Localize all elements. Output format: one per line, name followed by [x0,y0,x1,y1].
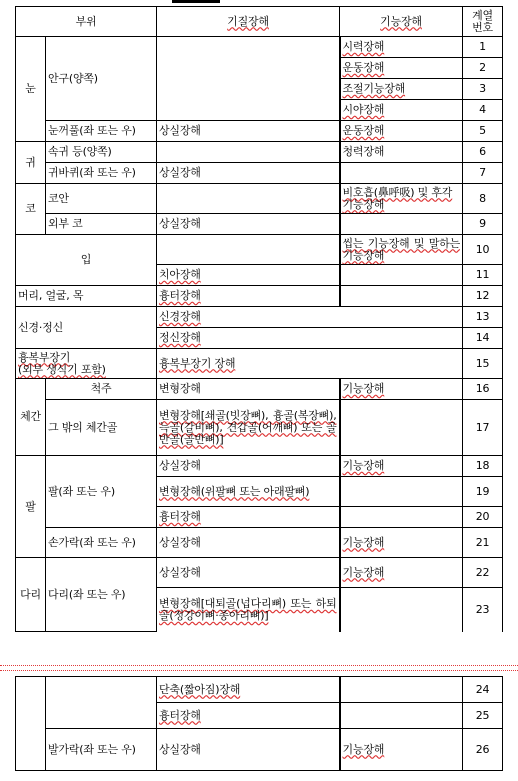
nose-outer-label: 외부 코 [46,214,157,235]
toe-label: 발가락(좌 또는 우) [46,729,157,771]
header-functional: 기능장해 [340,7,463,37]
page-break-line-2 [0,670,518,671]
cell-accommodation: 조절기능장해 [340,79,463,100]
part-nose: 코 [16,184,46,235]
series-1: 1 [463,37,503,58]
arm-scar-functional-empty [340,507,463,528]
cell-arm-loss: 상실장해 [157,456,340,477]
eyeball-label: 안구(양쪽) [46,37,157,121]
part-trunk: 체간 [16,379,46,456]
cell-toe-func: 기능장해 [340,729,463,771]
header-series: 계열 번호 [463,7,503,37]
table-header-row [16,7,503,37]
part-arm: 팔 [16,456,46,558]
series-22: 22 [463,558,503,588]
cell-spine-deform: 변형장해 [157,379,340,400]
part-leg: 다리 [16,558,46,632]
series-26: 26 [463,729,503,771]
cell-leg-func: 기능장해 [340,558,463,588]
header-part: 부위 [16,7,157,37]
cell-trunk-deform: 변형장해[쇄골(빗장뼈), 흉골(복장뼈), 늑골(갈비뼈), 견갑골(어깨뼈) 또는 골반골(골반뼈)] [157,400,340,456]
series-10: 10 [463,235,503,265]
series-20: 20 [463,507,503,528]
series-17: 17 [463,400,503,456]
series-11: 11 [463,265,503,286]
head-face-neck-label: 머리, 얼굴, 목 [16,286,157,307]
cell-leg-scar: 흉터장해 [157,703,340,729]
disability-classification-table [15,6,503,632]
cell-chewing: 씹는 기능장해 및 말하는 기능장해 [340,235,463,265]
teeth-functional-empty [340,265,463,286]
series-18: 18 [463,456,503,477]
auricle-functional-empty [340,163,463,184]
head-functional-empty [340,286,463,307]
header-structural: 기질장해 [157,7,340,37]
nose-inner-structural-empty [157,184,340,214]
cell-head-scar: 흉터장해 [157,286,340,307]
series-4: 4 [463,100,503,121]
leg-label: 다리(좌 또는 우) [46,558,157,632]
series-23: 23 [463,588,503,632]
cell-finger-loss: 상실장해 [157,528,340,558]
eyeball-structural-empty [157,37,340,121]
cell-arm-func: 기능장해 [340,456,463,477]
leg-scar-functional-empty [340,703,463,729]
inner-ear-structural-empty [157,142,340,163]
cell-toe-loss: 상실장해 [157,729,340,771]
cell-mental: 정신장해 [157,328,463,349]
series-21: 21 [463,528,503,558]
part-mouth: 입 [16,235,157,286]
inner-ear-label: 속귀 등(양쪽) [46,142,157,163]
spine-label: 척주 [46,379,157,400]
arm-label: 팔(좌 또는 우) [46,456,157,528]
series-6: 6 [463,142,503,163]
series-7: 7 [463,163,503,184]
cell-finger-func: 기능장해 [340,528,463,558]
eyelid-label: 눈꺼풀(좌 또는 우) [46,121,157,142]
arm-deform-functional-empty [340,477,463,507]
cell-leg-short: 단축(짧아짐)장해 [157,677,340,703]
series-2: 2 [463,58,503,79]
cell-leg-deform: 변형장해[대퇴골(넙다리뼈) 또는 하퇴골(정강이뼈·종아리뼈)] [157,588,340,632]
series-9: 9 [463,214,503,235]
series-16: 16 [463,379,503,400]
mouth-structural-empty [157,235,340,265]
part-eye: 눈 [16,37,46,142]
part-ear: 귀 [16,142,46,184]
leg-short-functional-empty [340,677,463,703]
series-12: 12 [463,286,503,307]
series-3: 3 [463,79,503,100]
neuro-label: 신경·정신 [16,307,157,349]
series-19: 19 [463,477,503,507]
series-14: 14 [463,328,503,349]
series-15: 15 [463,349,503,379]
series-8: 8 [463,184,503,214]
cell-thorax: 흉복부장기 장해 [157,349,463,379]
thorax-label: 흉복부장기 (외부 생식기 포함) [16,349,157,379]
nose-inner-label: 코안 [46,184,157,214]
cell-spine-func: 기능장해 [340,379,463,400]
series-5: 5 [463,121,503,142]
top-rule-mark [172,0,220,3]
trunk-functional-empty [340,400,463,456]
page-break-line-1 [0,665,518,666]
cell-teeth: 치아장해 [157,265,340,286]
disability-table-continued [15,676,503,771]
cell-auricle-loss: 상실장해 [157,163,340,184]
cell-motor-eyelid: 운동장해 [340,121,463,142]
leg-continued-label [46,677,157,729]
cell-vision: 시력장해 [340,37,463,58]
other-trunk-label: 그 밖의 체간골 [46,400,157,456]
leg-deform-functional-empty [340,588,463,632]
cell-nose-outer-loss: 상실장해 [157,214,340,235]
cell-leg-loss: 상실장해 [157,558,340,588]
series-13: 13 [463,307,503,328]
leg-continued-part [16,677,46,771]
cell-hearing: 청력장해 [340,142,463,163]
cell-eyelid-loss: 상실장해 [157,121,340,142]
cell-arm-scar: 흉터장해 [157,507,340,528]
series-25: 25 [463,703,503,729]
nose-outer-functional-empty [340,214,463,235]
cell-nerve: 신경장해 [157,307,463,328]
cell-smell: 비호흡(鼻呼吸) 및 후각기능장해 [340,184,463,214]
cell-arm-deform: 변형장해(위팔뼈 또는 아래팔뼈) [157,477,340,507]
cell-motor-eye: 운동장해 [340,58,463,79]
finger-label: 손가락(좌 또는 우) [46,528,157,558]
auricle-label: 귀바퀴(좌 또는 우) [46,163,157,184]
cell-visual-field: 시야장해 [340,100,463,121]
series-24: 24 [463,677,503,703]
